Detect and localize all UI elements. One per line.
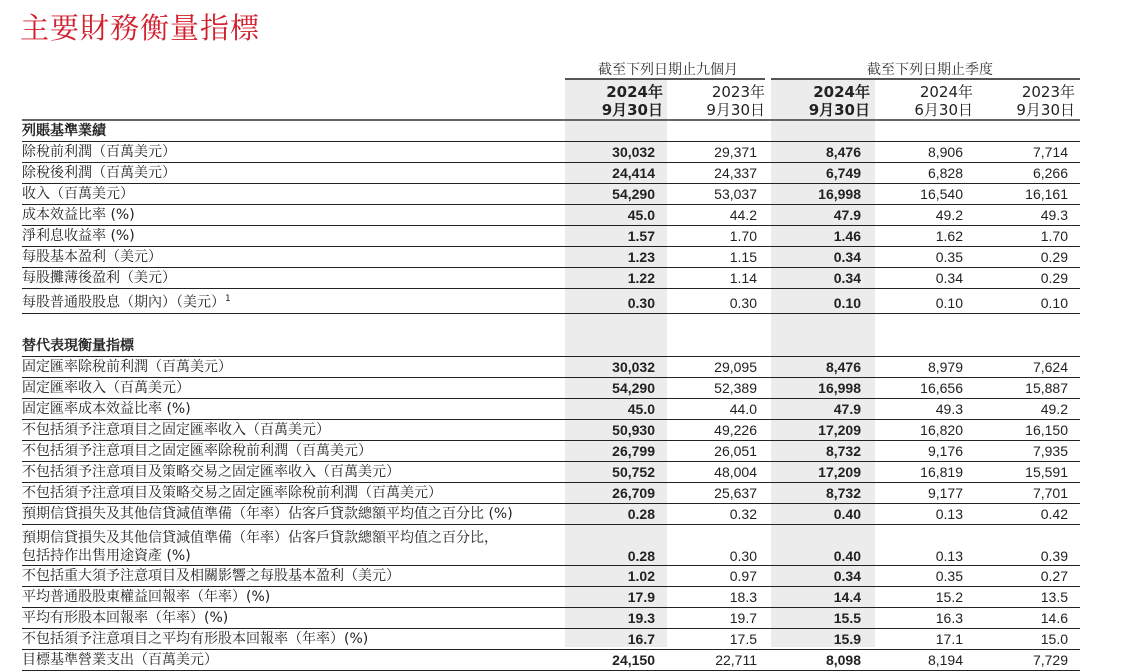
value-cell: 49.3 [975, 205, 1080, 226]
table-row [22, 503, 1080, 524]
value-cell: 47.9 [769, 205, 873, 226]
column-header-date: 9月30日 [706, 101, 765, 119]
empty-cell [667, 336, 769, 357]
value-cell: 16,998 [769, 377, 873, 398]
value-cell: 0.28 [565, 503, 667, 524]
empty-cell [565, 121, 667, 142]
empty-cell [975, 313, 1080, 336]
value-cell: 25,637 [667, 482, 769, 503]
value-cell: 24,337 [667, 163, 769, 184]
column-header-1 [565, 83, 663, 119]
value-cell: 1.70 [975, 226, 1080, 247]
table-row [22, 377, 1080, 398]
table-row [22, 524, 1080, 565]
page-title: 主要財務衡量指標 [20, 11, 261, 45]
value-cell: 1.70 [667, 226, 769, 247]
empty-cell [565, 313, 667, 336]
table-row [22, 586, 1080, 607]
value-cell: 1.46 [769, 226, 873, 247]
value-cell: 7,714 [975, 142, 1080, 163]
column-header-5 [977, 83, 1075, 119]
value-cell: 14.4 [769, 586, 873, 607]
row-label: 固定匯率收入（百萬美元） [22, 377, 565, 398]
value-cell: 0.35 [873, 565, 975, 586]
value-cell: 0.10 [769, 289, 873, 314]
value-cell: 0.29 [975, 268, 1080, 289]
value-cell: 0.29 [975, 247, 1080, 268]
value-cell: 49.2 [975, 398, 1080, 419]
row-label: 每股基本盈利（美元） [22, 247, 565, 268]
row-label: 固定匯率除稅前利潤（百萬美元） [22, 356, 565, 377]
value-cell: 16,998 [769, 184, 873, 205]
value-cell: 50,930 [565, 419, 667, 440]
value-cell: 1.22 [565, 268, 667, 289]
value-cell: 1.23 [565, 247, 667, 268]
table-row [22, 205, 1080, 226]
table-row [22, 565, 1080, 586]
value-cell: 15,887 [975, 377, 1080, 398]
value-cell: 24,150 [565, 649, 667, 670]
value-cell: 8,732 [769, 482, 873, 503]
table-row [22, 607, 1080, 628]
empty-cell [769, 313, 873, 336]
value-cell: 47.9 [769, 398, 873, 419]
row-label: 除稅前利潤（百萬美元） [22, 142, 565, 163]
value-cell: 8,194 [873, 649, 975, 670]
row-label: 不包括須予注意項目及策略交易之固定匯率除稅前利潤（百萬美元） [22, 482, 565, 503]
value-cell: 1.57 [565, 226, 667, 247]
section-header-alternative [22, 336, 1080, 357]
value-cell: 0.30 [667, 289, 769, 314]
value-cell: 15.5 [769, 607, 873, 628]
value-cell: 1.14 [667, 268, 769, 289]
row-label: 除稅後利潤（百萬美元） [22, 163, 565, 184]
table-row [22, 289, 1080, 314]
value-cell: 0.10 [873, 289, 975, 314]
value-cell: 30,032 [565, 142, 667, 163]
value-cell: 8,476 [769, 356, 873, 377]
value-cell: 8,979 [873, 356, 975, 377]
group-header-nine-months: 截至下列日期止九個月 [598, 62, 738, 78]
value-cell: 0.40 [769, 503, 873, 524]
value-cell: 30,032 [565, 356, 667, 377]
value-cell: 17.1 [873, 628, 975, 649]
value-cell: 0.13 [873, 524, 975, 565]
value-cell: 7,935 [975, 440, 1080, 461]
table-row [22, 268, 1080, 289]
value-cell: 0.34 [769, 247, 873, 268]
value-cell: 19.3 [565, 607, 667, 628]
value-cell: 52,389 [667, 377, 769, 398]
value-cell: 0.34 [873, 268, 975, 289]
value-cell: 49.3 [873, 398, 975, 419]
table-row [22, 628, 1080, 649]
value-cell: 0.35 [873, 247, 975, 268]
value-cell: 54,290 [565, 377, 667, 398]
value-cell: 0.42 [975, 503, 1080, 524]
value-cell: 15.0 [975, 628, 1080, 649]
value-cell: 16.7 [565, 628, 667, 649]
row-label: 不包括須予注意項目及策略交易之固定匯率收入（百萬美元） [22, 461, 565, 482]
table-row [22, 247, 1080, 268]
column-header-4 [875, 83, 973, 119]
value-cell: 6,266 [975, 163, 1080, 184]
empty-cell [873, 313, 975, 336]
value-cell: 22,711 [667, 649, 769, 670]
empty-cell [22, 313, 565, 336]
value-cell: 16.3 [873, 607, 975, 628]
column-header-2 [667, 83, 765, 119]
value-cell: 29,095 [667, 356, 769, 377]
financial-metrics-table [22, 121, 1080, 671]
column-header-year: 2023年 [711, 83, 765, 101]
row-label-line-1: 預期信貸損失及其他信貸減值準備（年率）佔客戶貸款總額平均值之百分比， [22, 529, 498, 546]
row-label: 不包括重大須予注意項目及相關影響之每股基本盈利（美元） [22, 565, 565, 586]
value-cell: 18.3 [667, 586, 769, 607]
row-label: 固定匯率成本效益比率 (%) [22, 398, 565, 419]
value-cell: 1.62 [873, 226, 975, 247]
value-cell: 15.2 [873, 586, 975, 607]
empty-cell [667, 313, 769, 336]
value-cell: 26,709 [565, 482, 667, 503]
value-cell: 14.6 [975, 607, 1080, 628]
value-cell: 26,051 [667, 440, 769, 461]
row-label [22, 524, 565, 565]
value-cell: 0.30 [565, 289, 667, 314]
value-cell: 49,226 [667, 419, 769, 440]
value-cell: 0.34 [769, 565, 873, 586]
column-header-year: 2023年 [1021, 83, 1075, 101]
table-row [22, 482, 1080, 503]
value-cell: 17,209 [769, 461, 873, 482]
value-cell: 7,701 [975, 482, 1080, 503]
column-header-date: 9月30日 [808, 101, 870, 119]
footnote-marker: 1 [225, 294, 231, 304]
empty-cell [769, 336, 873, 357]
column-header-year: 2024年 [606, 83, 663, 101]
value-cell: 49.2 [873, 205, 975, 226]
table-row [22, 226, 1080, 247]
value-cell: 0.40 [769, 524, 873, 565]
row-label: 目標基準營業支出（百萬美元） [22, 649, 565, 670]
value-cell: 13.5 [975, 586, 1080, 607]
section-title: 替代表現衡量指標 [22, 336, 565, 357]
row-label: 不包括須予注意項目之固定匯率除稅前利潤（百萬美元） [22, 440, 565, 461]
value-cell: 53,037 [667, 184, 769, 205]
value-cell: 0.30 [667, 524, 769, 565]
value-cell: 29,371 [667, 142, 769, 163]
row-label [22, 289, 565, 314]
column-header-date: 6月30日 [914, 101, 973, 119]
value-cell: 8,476 [769, 142, 873, 163]
table-row [22, 142, 1080, 163]
group-header-rule-nine-months [565, 78, 765, 80]
table-row [22, 440, 1080, 461]
value-cell: 16,540 [873, 184, 975, 205]
table-row [22, 356, 1080, 377]
table-row [22, 419, 1080, 440]
empty-cell [975, 336, 1080, 357]
value-cell: 7,729 [975, 649, 1080, 670]
value-cell: 45.0 [565, 398, 667, 419]
value-cell: 16,150 [975, 419, 1080, 440]
value-cell: 0.97 [667, 565, 769, 586]
table-row [22, 184, 1080, 205]
value-cell: 17.5 [667, 628, 769, 649]
value-cell: 1.02 [565, 565, 667, 586]
row-label: 每股攤薄後盈利（美元） [22, 268, 565, 289]
empty-cell [975, 121, 1080, 142]
row-label-text: 每股普通股股息（期內）（美元） [22, 294, 225, 311]
value-cell: 45.0 [565, 205, 667, 226]
empty-cell [667, 121, 769, 142]
table-row [22, 398, 1080, 419]
empty-cell [769, 121, 873, 142]
row-label: 預期信貸損失及其他信貸減值準備（年率）佔客戶貸款總額平均值之百分比 (%) [22, 503, 565, 524]
value-cell: 1.15 [667, 247, 769, 268]
value-cell: 16,820 [873, 419, 975, 440]
row-label: 成本效益比率 (%) [22, 205, 565, 226]
empty-cell [873, 121, 975, 142]
group-header-quarter: 截至下列日期止季度 [867, 62, 993, 78]
value-cell: 8,732 [769, 440, 873, 461]
value-cell: 16,819 [873, 461, 975, 482]
group-header-rule-quarter [771, 78, 1080, 80]
column-header-year: 2024年 [813, 83, 870, 101]
table-row [22, 461, 1080, 482]
value-cell: 7,624 [975, 356, 1080, 377]
value-cell: 44.0 [667, 398, 769, 419]
value-cell: 16,656 [873, 377, 975, 398]
column-header-date: 9月30日 [601, 101, 663, 119]
row-label: 淨利息收益率 (%) [22, 226, 565, 247]
value-cell: 48,004 [667, 461, 769, 482]
value-cell: 9,177 [873, 482, 975, 503]
table-row [22, 163, 1080, 184]
value-cell: 0.32 [667, 503, 769, 524]
empty-cell [565, 336, 667, 357]
value-cell: 8,098 [769, 649, 873, 670]
row-label: 平均普通股股東權益回報率（年率）(%) [22, 586, 565, 607]
value-cell: 26,799 [565, 440, 667, 461]
value-cell: 24,414 [565, 163, 667, 184]
value-cell: 54,290 [565, 184, 667, 205]
section-title: 列賬基準業績 [22, 121, 565, 142]
column-header-date: 9月30日 [1016, 101, 1075, 119]
section-spacer [22, 313, 1080, 336]
value-cell: 0.13 [873, 503, 975, 524]
value-cell: 6,828 [873, 163, 975, 184]
value-cell: 17,209 [769, 419, 873, 440]
row-label: 收入（百萬美元） [22, 184, 565, 205]
value-cell: 15,591 [975, 461, 1080, 482]
value-cell: 8,906 [873, 142, 975, 163]
value-cell: 9,176 [873, 440, 975, 461]
row-label: 不包括須予注意項目之固定匯率收入（百萬美元） [22, 419, 565, 440]
empty-cell [873, 336, 975, 357]
column-header-3 [771, 83, 870, 119]
table-row [22, 649, 1080, 670]
value-cell: 0.34 [769, 268, 873, 289]
value-cell: 17.9 [565, 586, 667, 607]
value-cell: 15.9 [769, 628, 873, 649]
value-cell: 0.28 [565, 524, 667, 565]
value-cell: 16,161 [975, 184, 1080, 205]
row-label: 不包括須予注意項目之平均有形股本回報率（年率）(%) [22, 628, 565, 649]
row-label: 平均有形股本回報率（年率）(%) [22, 607, 565, 628]
value-cell: 50,752 [565, 461, 667, 482]
value-cell: 19.7 [667, 607, 769, 628]
value-cell: 44.2 [667, 205, 769, 226]
value-cell: 6,749 [769, 163, 873, 184]
row-label-line-2: 包括持作出售用途資產 (%) [22, 547, 191, 564]
value-cell: 0.10 [975, 289, 1080, 314]
column-header-year: 2024年 [919, 83, 973, 101]
value-cell: 0.27 [975, 565, 1080, 586]
value-cell: 0.39 [975, 524, 1080, 565]
section-header-reported [22, 121, 1080, 142]
